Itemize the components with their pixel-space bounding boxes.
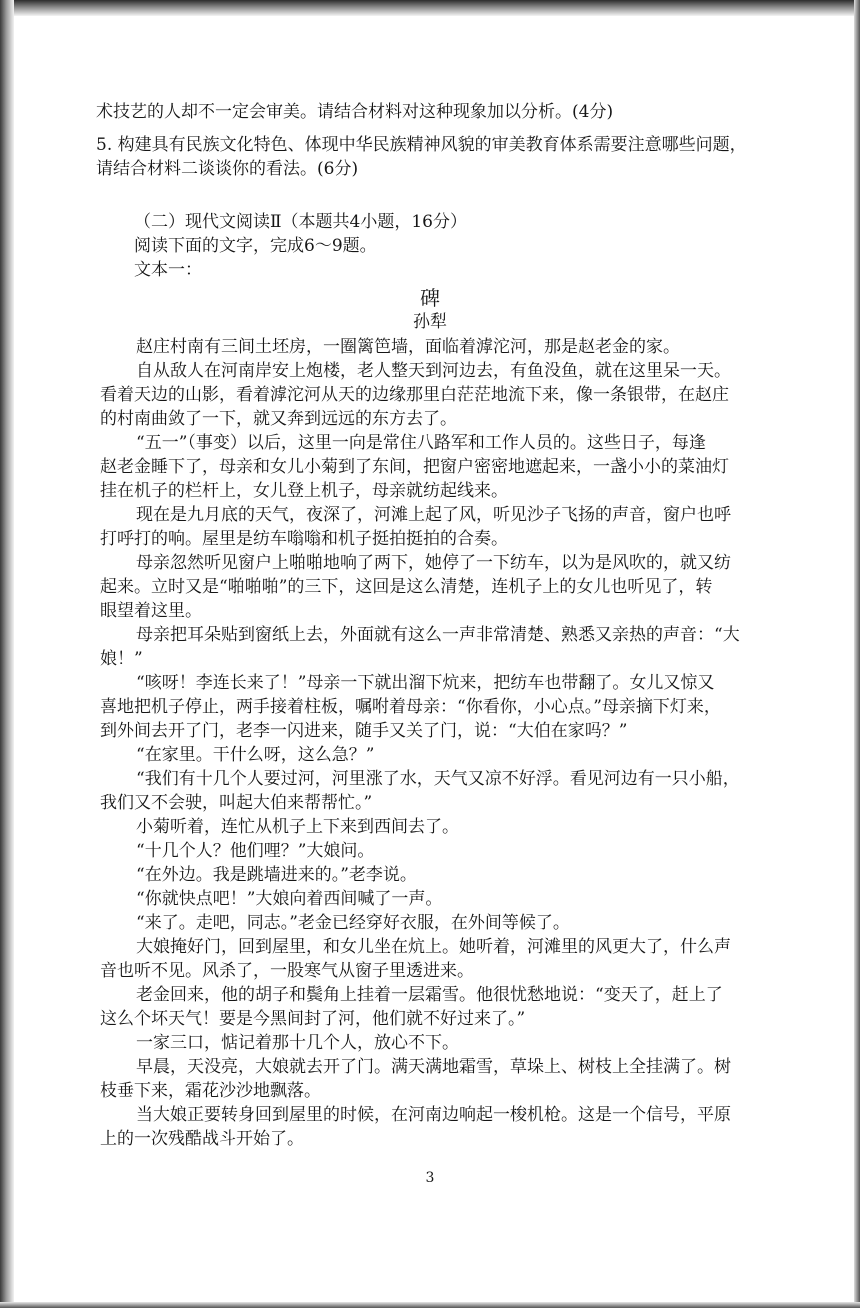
section-heading: （二）现代文阅读Ⅱ（本题共4小题，16分） <box>134 212 468 232</box>
scan-edge-left <box>0 0 14 1308</box>
article-line: 大娘掩好门，回到屋里，和女儿坐在炕上。她听着，河滩里的风更大了，什么声 <box>136 937 731 957</box>
question-5-continuation: 请结合材料二谈谈你的看法。(6分) <box>96 159 359 179</box>
article-line: 音也听不见。风杀了，一股寒气从窗子里透进来。 <box>100 961 474 981</box>
scan-edge-bottom <box>0 1302 860 1308</box>
article-title: 碑 <box>420 286 440 310</box>
article-line: 早晨，天没亮，大娘就去开了门。满天满地霜雪，草垛上、树枝上全挂满了。树 <box>136 1057 731 1077</box>
section-instruction: 阅读下面的文字，完成6～9题。 <box>134 236 377 256</box>
question-4-continuation: 术技艺的人却不一定会审美。请结合材料对这种现象加以分析。(4分) <box>96 102 614 122</box>
scan-edge-right <box>854 0 860 1308</box>
article-line: 一家三口，惦记着那十几个人，放心不下。 <box>136 1033 459 1053</box>
article-line: 老金回来，他的胡子和鬓角上挂着一层霜雪。他很忧愁地说：“变天了，赶上了 <box>136 985 723 1005</box>
article-line: 小菊听着，连忙从机子上下来到西间去了。 <box>136 817 459 837</box>
article-line: 娘！” <box>100 649 143 669</box>
article-line: 起来。立时又是“啪啪啪”的三下，这回是这么清楚，连机子上的女儿也听见了，转 <box>100 577 713 597</box>
article-line: “五一”（事变）以后，这里一向是常住八路军和工作人员的。这些日子，每逢 <box>136 433 706 453</box>
article-line: 母亲忽然听见窗户上啪啪地响了两下，她停了一下纺车，以为是风吹的，就又纺 <box>136 553 731 573</box>
article-line: “你就快点吧！”大娘向着西间喊了一声。 <box>136 889 443 909</box>
article-line: 枝垂下来，霜花沙沙地飘落。 <box>100 1081 321 1101</box>
scan-edge-top <box>0 0 860 16</box>
article-line: 赵老金睡下了，母亲和女儿小菊到了东间，把窗户密密地遮起来，一盏小小的菜油灯 <box>100 457 729 477</box>
article-line: 自从敌人在河南岸安上炮楼，老人整天到河边去，有鱼没鱼，就在这里呆一天。 <box>136 361 731 381</box>
article-line: 我们又不会驶，叫起大伯来帮帮忙。” <box>100 793 373 813</box>
article-line: “在外边。我是跳墙进来的。”老李说。 <box>136 865 417 885</box>
article-line: 赵庄村南有三间土坯房，一圈篱笆墙，面临着滹沱河，那是赵老金的家。 <box>136 337 680 357</box>
article-line: 看着天边的山影，看着滹沱河从天的边缘那里白茫茫地流下来，像一条银带，在赵庄 <box>100 385 729 405</box>
article-line: 现在是九月底的天气，夜深了，河滩上起了风，听见沙子飞扬的声音，窗户也呼 <box>136 505 731 525</box>
article-author: 孙犁 <box>413 312 447 332</box>
article-line: 上的一次残酷战斗开始了。 <box>100 1129 304 1149</box>
article-line: “在家里。干什么呀，这么急？” <box>136 745 375 765</box>
article-line: 这么个坏天气！要是今黑间封了河，他们就不好过来了。” <box>100 1009 526 1029</box>
article-line: 母亲把耳朵贴到窗纸上去，外面就有这么一声非常清楚、熟悉又亲热的声音：“大 <box>136 625 740 645</box>
article-line: 喜地把机子停止，两手接着柱板，嘱咐着母亲：“你看你，小心点。”母亲摘下灯来， <box>100 697 721 717</box>
article-line: 挂在机子的栏杆上，女儿登上机子，母亲就纺起线来。 <box>100 481 508 501</box>
article-line: “我们有十几个人要过河，河里涨了水，天气又凉不好浮。看见河边有一只小船， <box>136 769 740 789</box>
article-line: “咳呀！李连长来了！”母亲一下就出溜下炕来，把纺车也带翻了。女儿又惊又 <box>136 673 715 693</box>
article-line: 打呼打的响。屋里是纺车嗡嗡和机子挺拍挺拍的合奏。 <box>100 529 508 549</box>
article-line: 眼望着这里。 <box>100 601 202 621</box>
text-label: 文本一： <box>134 260 202 280</box>
page-number: 3 <box>425 1170 435 1186</box>
article-line: “十几个人？他们哩？”大娘问。 <box>136 841 375 861</box>
article-line: “来了。走吧，同志。”老金已经穿好衣服，在外间等候了。 <box>136 913 570 933</box>
article-line: 到外间去开了门，老李一闪进来，随手又关了门，说：“大伯在家吗？” <box>100 721 628 741</box>
article-line: 当大娘正要转身回到屋里的时候，在河南边响起一梭机枪。这是一个信号，平原 <box>136 1105 731 1125</box>
question-5: 5. 构建具有民族文化特色、体现中华民族精神风貌的审美教育体系需要注意哪些问题， <box>96 135 747 155</box>
article-line: 的村南曲敛了一下，就又奔到远远的东方去了。 <box>100 409 457 429</box>
